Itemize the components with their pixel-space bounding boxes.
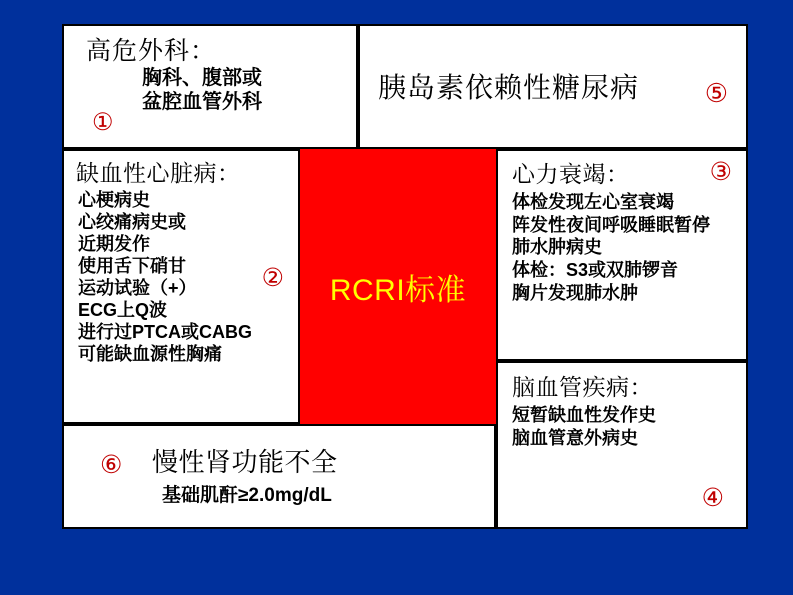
list-item: 心梗病史 <box>78 190 150 210</box>
criterion-number-renal: ⑥ <box>100 451 123 479</box>
criterion-box-ischemic-heart-disease <box>62 149 300 424</box>
criterion-box-renal-insufficiency <box>62 424 496 529</box>
criterion-number-cerebrovascular: ④ <box>701 484 724 512</box>
list-item: 肺水肿病史 <box>512 237 602 258</box>
list-item: 运动试验（+） <box>78 277 197 298</box>
criterion-title-cerebrovascular: 脑血管疾病： <box>512 374 653 400</box>
center-title-box <box>300 149 496 424</box>
criterion-list-cerebrovascular <box>498 404 746 449</box>
criterion-title-heart-failure: 心力衰竭： <box>512 161 630 187</box>
criterion-number-heart-failure: ③ <box>709 158 732 186</box>
criterion-title-ischemic: 缺血性心脏病： <box>76 160 241 186</box>
criterion-box-diabetes <box>358 24 748 149</box>
list-item: 阵发性夜间呼吸睡眠暂停 <box>512 214 710 235</box>
criterion-list-heart-failure <box>498 191 746 304</box>
center-title-label: RCRI标准 <box>329 273 467 307</box>
list-item: 体检发现左心室衰竭 <box>512 192 674 212</box>
criterion-number-ischemic: ② <box>261 264 284 292</box>
criterion-line-surgery-2: 盆腔血管外科 <box>142 90 262 113</box>
list-item: 使用舌下硝甘 <box>78 255 186 276</box>
criterion-box-cerebrovascular-disease <box>496 361 748 529</box>
list-item: 胸片发现肺水肿 <box>512 282 638 303</box>
criterion-title-surgery: 高危外科： <box>86 37 217 65</box>
list-item: 心绞痛病史或 <box>78 211 186 232</box>
list-item: 近期发作 <box>78 233 150 254</box>
criterion-number-surgery: ① <box>92 109 114 136</box>
criterion-number-diabetes: ⑤ <box>704 78 728 108</box>
criterion-box-high-risk-surgery <box>62 24 358 149</box>
criterion-title-renal: 慢性肾功能不全 <box>152 447 338 477</box>
list-item: 可能缺血源性胸痛 <box>78 343 222 364</box>
list-item: 脑血管意外病史 <box>512 427 638 448</box>
criterion-line-surgery-1: 胸科、腹部或 <box>142 67 262 89</box>
list-item: 短暂缺血性发作史 <box>512 405 656 425</box>
criterion-subtext-renal: 基础肌酐≥2.0mg/dL <box>162 485 332 506</box>
criterion-title-diabetes: 胰岛素依赖性糖尿病 <box>378 72 640 103</box>
list-item: ECG上Q波 <box>78 299 168 320</box>
list-item: 进行过PTCA或CABG <box>78 321 252 342</box>
list-item: 体检：S3或双肺锣音 <box>512 260 679 281</box>
criterion-box-heart-failure <box>496 149 748 361</box>
